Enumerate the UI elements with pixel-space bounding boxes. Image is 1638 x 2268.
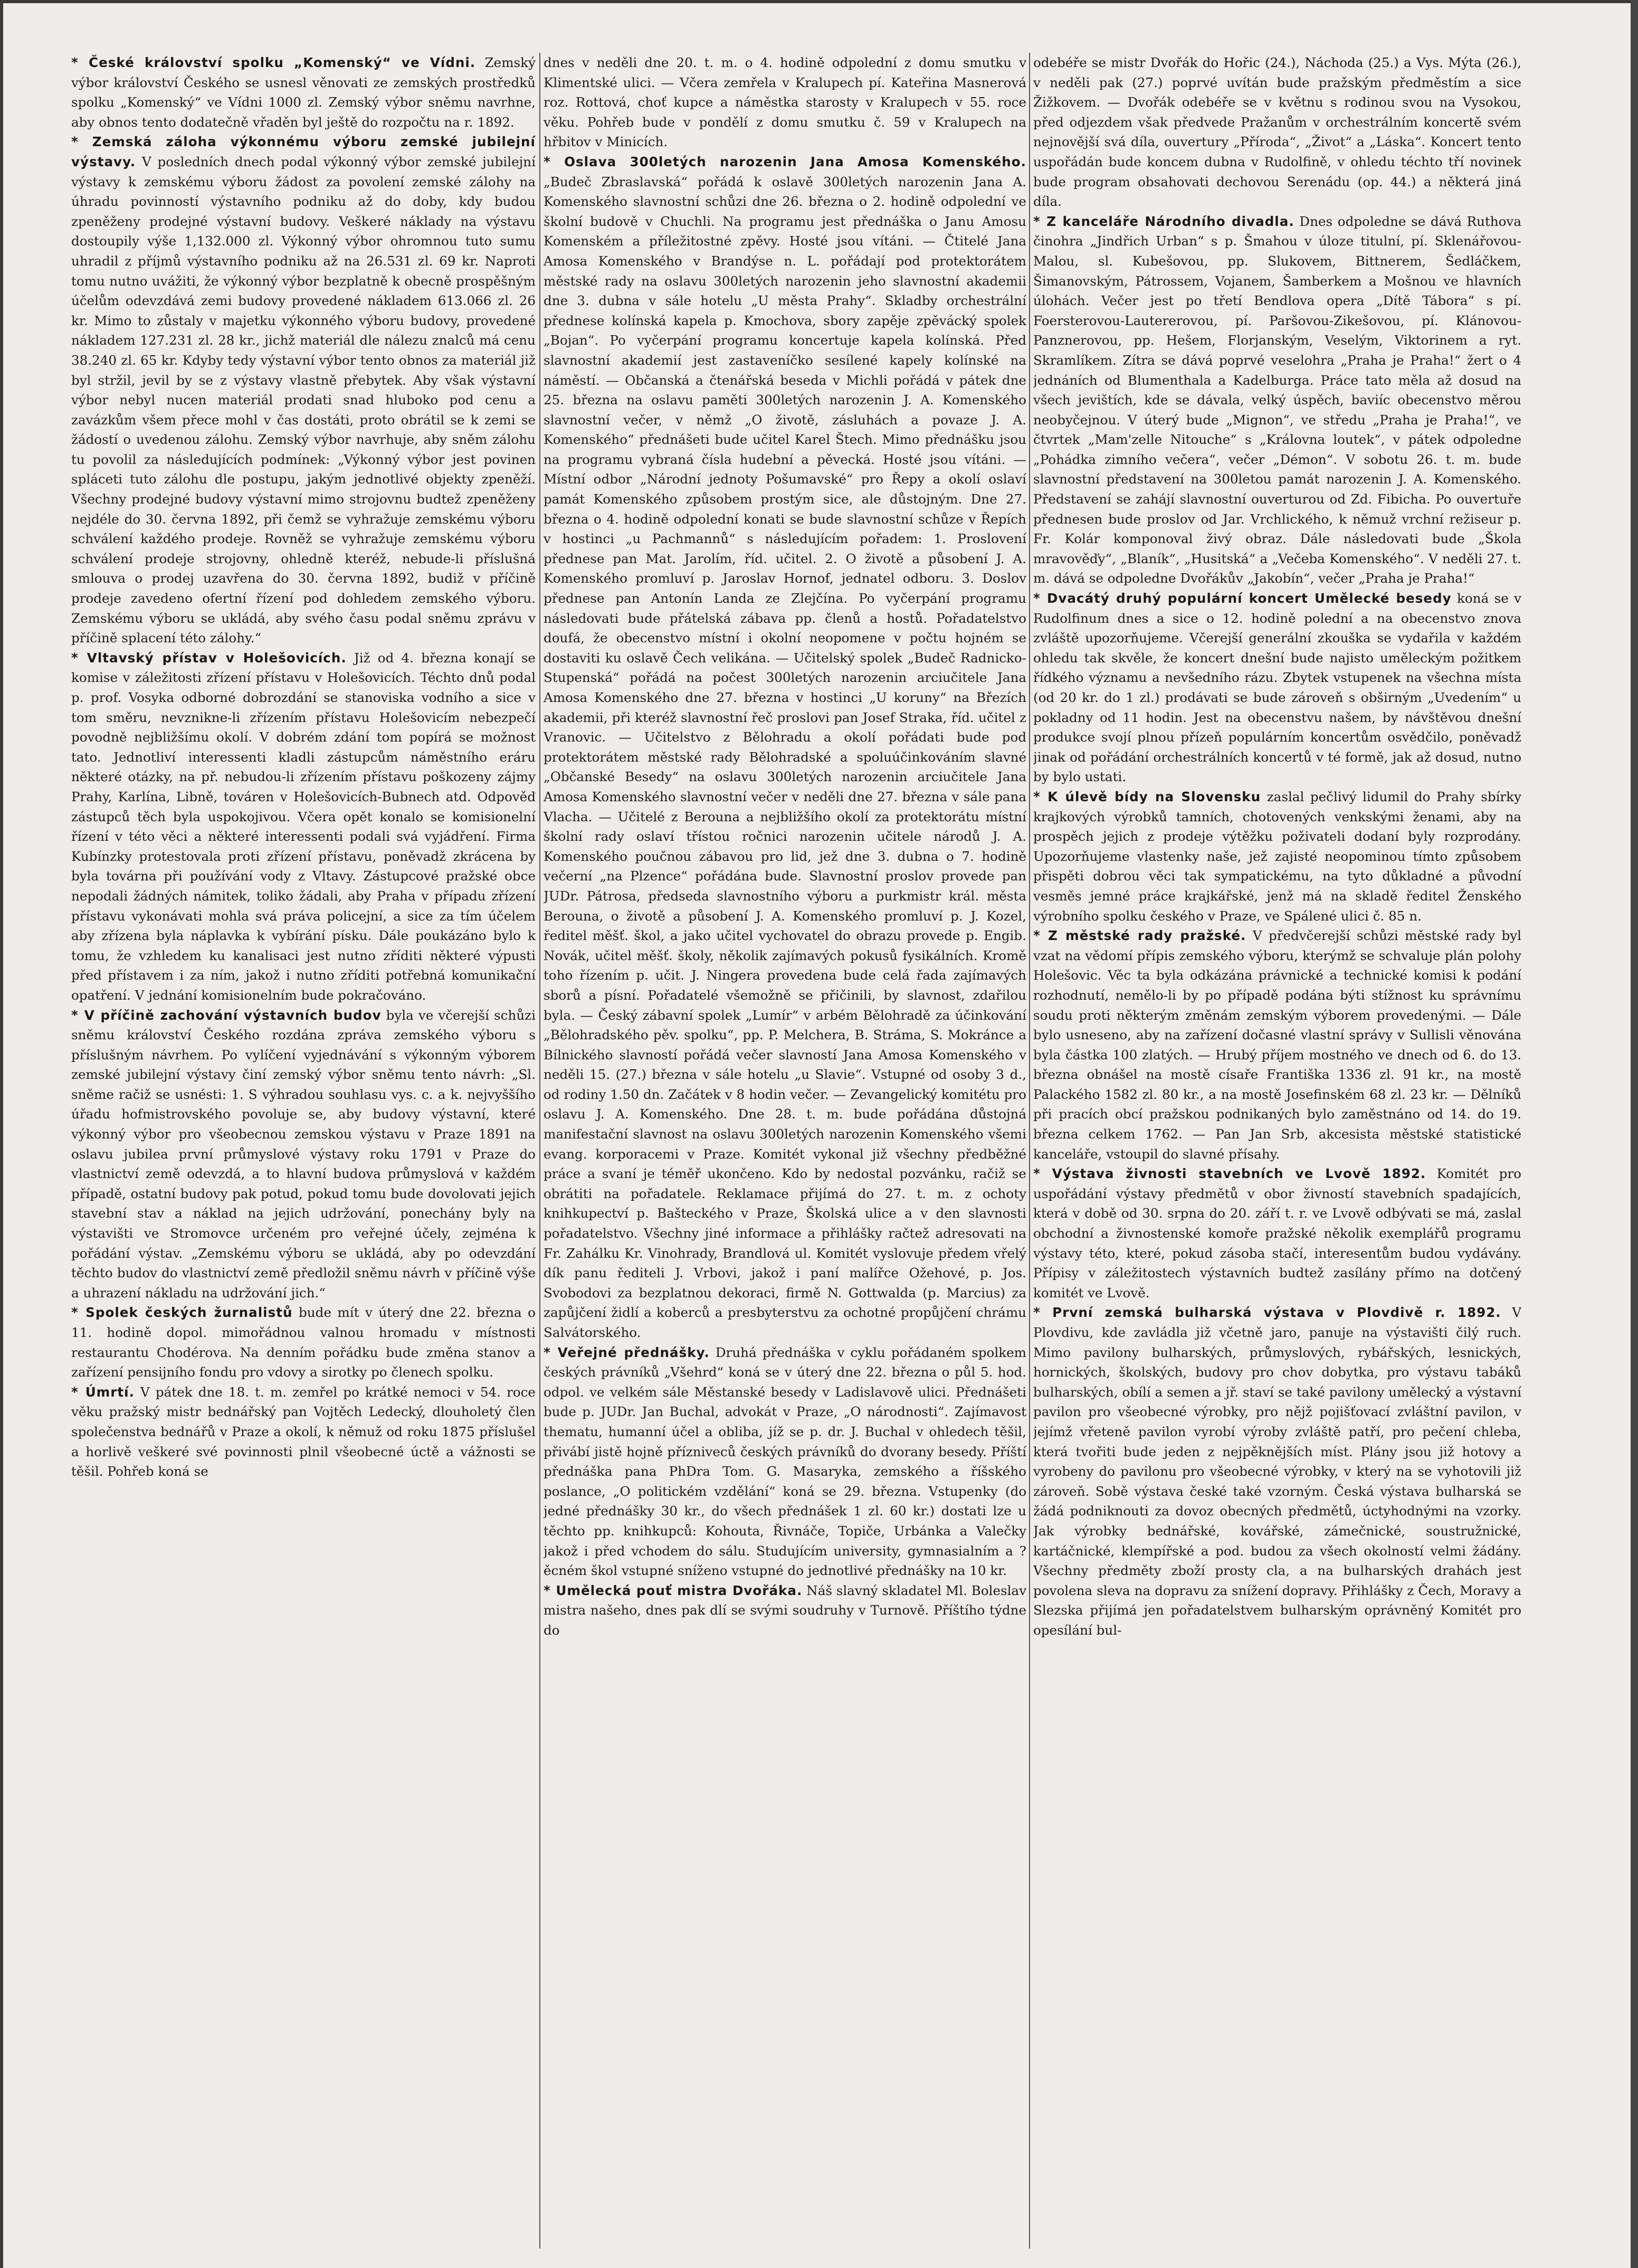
column-3 [1033,53,1521,2259]
news-item-text: odebéře se mistr Dvořák do Hořic (24.), Náchoda (25.) a Vys. Mýta (26.), v neděli pak (27.) poprvé uvítán bude pražským předměstím a sice Žižkovem. — Dvořák odebéře se v květnu s rodinou svou na Vysokou, před odjezdem však předvede Pražanům v orchestrálním koncertě svém nejnovější svá díla, ouvertury „Příroda“, „Život“ a „Láska“. Koncert tento uspořádán bude koncem dubna v Rudolfině, v ohledu téchto tří novinek bude program obsahovati dechovou Serenádu (op. 44.) a některá jiná díla. [1033,55,1521,210]
news-item-heading: * V příčině zachování výstavních budov [71,1007,382,1023]
news-item [71,53,536,132]
news-item-text: V posledních dnech podal výkonný výbor zemské jubilejní výstavy k zemskému výboru žádost za povolení zemské zálohy na úhradu povinností výstavního podniku až do doby, kdy budou zpeněženy prodejné výstavní budovy. Veškeré náklady na výstavu dostoupily výše 1,132.000 zl. Výkonný výbor ohromnou tuto sumu uhradil z příjmů výstavního podniku až na 26.531 zl. 69 kr. Naproti tomu nutno uvážiti, že výkonný výbor bezplatně k obecně prospěšným účelům odevzdává zemi budovy provedené nákladem 613.066 zl. 26 kr. Mimo to zůstaly v majetku výkonného výboru budovy, provedené nákladem 127.231 zl. 28 kr., jichž materiál dle nálezu znalců má cenu 38.240 zl. 65 kr. Kdyby tedy výstavní výbor tento obnos za materiál již byl stržil, jevil by se z výstavy vlastně přebytek. Aby však výstavní výbor nebyl nucen materiál prodati snad hluboko pod cenu a zavázkům všem přece mohl v čas dostáti, proto obrátil se k zemi se žádostí o uvedenou zálohu. Zemský výbor navrhuje, aby sněm zálohu tu povolil za následujících podmínek: „Výkonný výbor jest povinen spláceti tuto zálohu dle postupu, jakým jednotlivé objekty zpeněží. Všechny prodejné budovy výstavní mimo strojovnu budtež zpeněženy nejdéle do 30. června 1892, při čemž se vyhražuje zemskému výboru schválení každého prodeje. Rovněž se vyhražuje zemskému výboru schválení prodeje strojovny, ohledně kteréž, nebude-li příslušná smlouva o prodej uzavřena do 30. června 1892, budiž v příčině prodeje zavedeno ofertní řízení pod dohledem zemského výboru. Zemskému výboru se ukládá, aby svého času podal sněmu zprávu v příčině splacení této zálohy.“ [71,154,536,646]
news-item-text: Náš slavný skladatel Ml. Boleslav mistra našeho, dnes pak dlí se svými soudruhy v Turnově. Příštího týdne do [544,1582,1026,1638]
news-item-heading: * České království spolku „Komenský“ ve Vídni. [71,55,476,70]
news-item [1033,212,1521,589]
news-item [1033,1164,1521,1303]
news-item-text: dnes v neděli dne 20. t. m. o 4. hodině odpolední z domu smutku v Klimentské ulici. — Včera zemřela v Kralupech pí. Kateřina Masnerová roz. Rottová, choť kupce a náměstka starosty v Kralupech v 55. roce věku. Pohřeb bude v pondělí z domu smutku č. 59 v Kralupech na hřbitov v Minicích. [544,55,1026,150]
news-item-text: Druhá přednáška v cyklu pořádaném spolkem českých právníků „Všehrd“ koná se v úterý dne 22. března o půl 5. hod. odpol. ve velkém sále Městanské besedy v Ladislavově ulici. Přednášeti bude p. JUDr. Jan Buchal, advokát v Praze, „O národnosti“. Zajímavost thematu, humanní účel a obliba, jíž se p. dr. J. Buchal v ohledech těšil, přivábí jistě hojně přízniveců českých právníků do dvorany besedy. Příští přednáška pana PhDra Tom. G. Masaryka, zemského a říšského poslance, „O politickém vzdělání“ koná se 29. března. Vstupenky (do jedné přednášky 30 kr., do všech přednášek 1 zl. 60 kr.) dostati lze u těchto pp. knihkupců: Kohouta, Řivnáče, Topiče, Urbánka a Valečky jakož i před vchodem do sálu. Studujícím university, gymnasialním a ?ěcném škol vstupné sníženo vstupné do jednotlivé přednášky na 10 kr. [544,1344,1026,1579]
news-item [544,53,1026,152]
news-item-heading: * Umělecká pouť mistra Dvořáka. [544,1582,803,1598]
news-item-heading: * Z městské rady pražské. [1033,928,1246,944]
news-item-text: V pátek dne 18. t. m. zemřel po krátké nemoci v 54. roce věku pražský mistr bednářský pan Vojtěch Ledecký, dlouholetý člen společenstva bednářů v Praze a okolí, k němuž od roku 1875 příslušel a horlivě veškeré své povinnosti plnil všeobecné úctě a vážnosti se těšil. Pohřeb koná se [71,1384,536,1479]
news-item-text: bude mít v úterý dne 22. března o 11. hodině dopol. mimořádnou valnou hromadu v místnosti restaurantu Chodérova. Na denním pořádku bude změna stanov a zařízení pensijního fondu pro vdovy a sirotky po členech spolku. [71,1305,536,1380]
news-item [1033,926,1521,1164]
news-item-text: zaslal pečlivý lidumil do Prahy sbírky krajkových výrobků tamních, chotovených venkskými ženami, aby na prospěch jejich z prodeje výtěžku poživateli dodaní byly rozprodány. Upozorňujeme vlastenky naše, jež zajisté neopominou tímto způsobem přispěti dobrou věci tak sympatickému, na tyto důkladné a původní vesměs jemné práce krajkářské, jenž má na skladě ředitel Ženského výrobního spolku českého v Praze, ve Spálené ulici č. 85 n. [1033,789,1521,924]
news-item [544,1343,1026,1581]
news-item-heading: * Výstava živnosti stavebních ve Lvově 1892. [1033,1166,1426,1182]
news-item-heading: * Oslava 300letých narozenin Jana Amosa Komenského. [544,154,1026,169]
news-item [544,1581,1026,1640]
news-item-text: Zemský výbor království Českého se usnesl věnovati ze zemských prostředků spolku „Komenský“ ve Vídni 1000 zl. Zemský výbor sněmu navrhne, aby obnos tento dodatečně vřaděn byl ještě do rozpočtu na r. 1892. [71,55,536,130]
scan-edge-left [0,0,3,2268]
news-item-text: byla ve včerejší schůzi sněmu království Českého rozdána zpráva zemského výboru s příslušným návrhem. Po vylíčení vyjednávání s výkonným výborem zemské jubilejní výstavy činí zemský výbor sněmu tento návrh: „Sl. sněme račiž se usnésti: 1. S výhradou souhlasu vys. c. a k. nejvyššího úřadu hofmistrovského povoluje se, aby budovy výstavní, které výkonný výbor pro všeobecnou zemskou výstavu v Praze 1891 na oslavu jubilea první průmyslové výstavy roku 1791 v Praze do vlastnictví země odevzdá, a to hlavní budova průmyslová v každém případě, ostatní budovy pak potud, pokud tomu bude dovolovati jejich stavební stav a náklad na jejich udržování, ponechány byly na výstavišti ve Stromovce určeném pro veřejné účely, zejména k pořádání výstav. „Zemskému výboru se ukládá, aby po odevzdání těchto budov do vlastnictví země předložil sněmu návrh v příčině výše a uhrazení nákladu na udržování jich.“ [71,1007,536,1301]
column-2 [544,53,1026,2259]
news-item-heading: * Vltavský přístav v Holešovicích. [71,650,347,666]
news-item-text: Komitét pro uspořádání výstavy předmětů v obor živností stavebních spadajících, která v době od 30. srpna do 20. září t. r. ve Lvově odbývati se má, zaslal obchodní a živnostenské komoře pražské několik exemplářů programu výstavy této, které, pokud zásoba stačí, interesentům budou vydávány. Přípisy v záležitostech výstavních budtež zasílány přímo na dotčený komitét ve Lvově. [1033,1166,1521,1301]
news-item-heading: * První zemská bulharská výstava v Plovdivě r. 1892. [1033,1305,1501,1321]
news-item-text: „Budeč Zbraslavská“ pořádá k oslavě 300letých narozenin Jana A. Komenského slavnostní schůzi dne 26. března o 2. hodině odpolední ve školní budově v Chuchli. Na programu jest přednáška o Janu Amosu Komenském a příležitostné zpěvy. Hosté jsou vítáni. — Čtitelé Jana Amosa Komenského v Brandýse n. L. pořádají pod protektorátem městské rady na oslavu 300letých narozenin jeho slavnostní akademii dne 3. dubna v sále hotelu „U města Prahy“. Skladby orchestrální přednese kolínská kapela p. Kmochova, sbory zapěje zpěvácký spolek „Bojan“. Po vyčerpání programu koncertuje kapela kolínská. Před slavnostní akademií jest zastaveníčko sesílené kapely kolínské na náměstí. — Občanská a čtenářská beseda v Michli pořádá v pátek dne 25. března na oslavu paměti 300letých narozenin J. A. Komenského slavnostní večer, v němž „O životě, zásluhách a povaze J. A. Komenského“ přednášeti bude učitel Karel Štech. Mimo přednášku jsou na programu vybraná čísla hudební a pěvecká. Hosté jsou vítáni. — Místní odbor „Národní jednoty Pošumavské“ pro Řepy a okolí oslaví památ Komenského způsobem prostým sice, ale důstojným. Dne 27. března o 4. hodině odpolední konati se bude slavnostní schůze v Řepích v hostinci „u Pachmannů“ s následujícím pořadem: 1. Proslovení přednese pan Mat. Jarolím, říd. učitel. 2. O životě a působení J. A. Komenského promluví p. Jaroslav Hornof, jednatel odboru. 3. Doslov přednese pan Antonín Landa ze Zlejčína. Po vyčerpání programu následovati bude přátelská zábava pp. členů a hostů. Pořadatelstvo doufá, že obecenstvo místní i okolní neopomene v počtu hojném se dostaviti ku oslavě Čech velikána. — Učitelský spolek „Budeč Radnicko-Stupenská“ pořádá na počest 300letých narozenin arciučitele Jana Amosa Komenského dne 27. března v hostinci „U koruny“ na Březích akademii, při kteréž slavnostní řeč proslovi pan Josef Straka, říd. učitel z Vranovic. — Učitelstvo z Bělohradu a okolí pořádati bude pod protektorátem městské rady Bělohradské a spoluúčinkováním slavné „Občanské Besedy“ na oslavu 300letých narozenin arciučitele Jana Amosa Komenského slavnostní večer v neděli dne 27. března v sále pana Vlacha. — Učitelé z Berouna a nejbližšího okolí za protektorátu místní školní rady oslaví třístou ročnici narozenin učitele národů J. A. Komenského poučnou zábavou pro lid, jež dne 3. dubna o 7. hodině večerní „na Plzence“ pořádána bude. Slavnostní proslov provede pan JUDr. Pátrosa, předseda slavnostního výboru a purkmistr král. města Berouna, o životě a působení J. A. Komenského promluví p. J. Kozel, ředitel měšť. škol, a jako učitel vychovatel do obrazu provede p. Engib. Novák, učitel měšť. školy, několik zajímavých pokusů fysikálních. Kromě toho řízením p. učit. J. Ningera provedena bude celá řada zajímavých sborů a písní. Pořadatelé všemožně se přičinili, by slavnost, zdařilou byla. — Český zábavní spolek „Lumír“ v arbém Bělohradě za účinkování „Bělohradského pěv. spolku“, pp. P. Melchera, B. Stráma, S. Mokránce a Bílnického slavností pořádá večer slavností Jana Amosa Komenského v neděli 15. (27.) března v sále hotelu „u Slavie“. Vstupné od osoby 3 d., od rodiny 1.50 dn. Začátek v 8 hodin večer. — Zevangelický komitétu pro oslavu J. A. Komenského. Dne 28. t. m. bude pořádána důstojná manifestační slavnost na oslavu 300letých narozenin Komenského všemi evang. korporacemi v Praze. Komitét vykonal již všechny předběžné práce a svaní je téměř ukončeno. Kdo by nedostal pozvánku, račiž se obrátiti na pořadatele. Reklamace přijímá do 27. t. m. z ochoty knihkupectví p. Bašteckého v Praze, Školská ulice a v den slavnosti pořadatelstvo. Všechny jiné informace a přihlášky račtež adresovati na Fr. Zahálku Kr. Vinohrady, Brandlová ul. Komitét vyslovuje předem vřelý dík panu řediteli J. Vrbovi, jakož i paní malířce Ožehové, p. Jos. Svobodovi za bezplatnou dekoraci, firmě N. Gottwalda (p. Marcius) za zapůjčení židlí a koberců a presbyterstvu za ochotné propůjčení chrámu Salvátorského. [544,174,1026,1340]
news-item-heading: * Úmrtí. [71,1384,135,1400]
news-item [71,648,536,1005]
news-item [71,1005,536,1303]
news-item [1033,787,1521,926]
news-item-heading: * Z kanceláře Národního divadla. [1033,213,1294,229]
news-item [544,152,1026,1343]
column-rule [1029,53,1030,2248]
news-item [1033,589,1521,787]
news-item-heading: * Spolek českých žurnalistů [71,1305,293,1321]
column-1 [71,53,536,2259]
news-item [71,1303,536,1382]
news-item-text: V předvčerejší schůzi městské rady byl vzat na vědomí přípis zemského výboru, kterýmž se schvaluje plán polohy Holešovic. Věc ta byla odkázána právnické a technické komisi k podání rozhodnutí, nemělo-li by po případě podána býti stížnost ku správnímu soudu proti některým změnám zemským výborem provedenými. — Dále bylo usneseno, aby na zařízení dočasné vlastní správy v Sullisli věnována byla částka 100 zlatých. — Hrubý příjem mostného ve dnech od 6. do 13. března obnášel na mostě císaře Františka 1336 zl. 91 kr., na mostě Palackého 1582 zl. 80 kr., a na mostě Josefinském 68 zl. 23 kr. — Dělníků při pracích obcí pražskou podnikaných bylo zaměstnáno od 14. do 19. března celkem 1762. — Pan Jan Srb, akcesista městské statistické kanceláře, vstoupil do slavné přísahy. [1033,928,1521,1162]
news-item-text: koná se v Rudolfinum dnes a sice o 12. hodině polední a na obecenstvo znova zvláště upozorňujeme. Včerejší generální zkouška se vydařila v každém ohledu tak skvěle, že koncert dnešní bude najisto uměleckým požitkem řídkého významu a nevšedního rázu. Zbytek vstupenek na všechna místa (od 20 kr. do 1 zl.) prodávati se bude zároveň s obširným „Uvedením“ u pokladny od 11 hodin. Jest na obecenstvu našem, by návštěvou dnešní produkce svojí plnou přízeň populárním koncertům osvědčilo, poněvadž jinak od pořádání orchestrálních koncertů v té formě, jak až dosud, nutno by bylo ustati. [1033,591,1521,785]
news-item-text: Dnes odpoledne se dává Ruthova činohra „Jindřich Urban“ s p. Šmahou v úloze titulní, pí. Sklenářovou-Malou, sl. Kubešovou, pp. Slukovem, Bittnerem, Šedláčkem, Šimanovským, Pátrossem, Vojanem, Šamberkem a Mošnou ve hlavních úlohách. Večer jest po třetí Bendlova opera „Dítě Tábora“ s pí. Foersterovou-Lautererovou, pí. Paršovou-Zikešovou, pí. Klánovou-Panznerovou, pp. Hešem, Florjanským, Veselým, Viktorinem a ryt. Skramlíkem. Zítra se dává poprvé veselohra „Praha je Praha!“ žert o 4 jednáních od Blumenthala a Kadelburga. Práce tato měla až dosud na všech jevištích, kde se dávala, velký úspěch, baviíc obecenstvo měrou neobyčejnou. V úterý bude „Mignon“, ve středu „Praha je Praha!“, ve čtvrtek „Mam'zelle Nitouche“ s „Královna loutek“, v pátek odpoledne „Pohádka zimního večera“, večer „Démon“. V sobotu 26. t. m. bude slavnostní představení na 300letou památ narozenin J. A. Komenského. Představení se zahájí slavnostní ouverturou od Zd. Fibicha. Po ouvertuře přednesen bude proslov od Jar. Vrchlického, k němuž vrchní režiseur p. Fr. Kolár komponoval živý obraz. Dále následovati bude „Škola mravověďy“, „Blaník“, „Husitská“ a „Večeba Komenského“. V neděli 27. t. m. dává se odpoledne Dvořákův „Jakobín“, večer „Praha je Praha!“ [1033,213,1521,586]
news-item-text: Již od 4. března konají se komise v záležitosti zřízení přístavu v Holešovicích. Téchto dnů podal p. prof. Vosyka odborné dobrozdání se stanoviska vodního a sice v tom směru, nevznikne-li zřízením přístavu Holešovicím nebezpečí povodně nejbližšímu okolí. V dobrém zdání tom popírá se možnost tato. Jednotliví interessenti kladli zástupcům náměstního eráru některé otázky, na př. nebudou-li zřízením přístavu poškozeny zájmy Prahy, Karlína, Libně, továren v Holešovicích-Bubnech atd. Odpověď zástupců těch byla uspokojivou. Včera opět konalo se komisionelní řízení v této věci a některé interessenti podali svá vyjádření. Firma Kubínzky protestovala proti zřízení přístavu, poněvadž zkrácena by byla továrna při používání vody z Vltavy. Zástupcové pražské obce nepodali žádných námitek, toliko žádali, aby Praha v případu zřízení přístavu vykonávati mohla svá práva policejní, a sice za tím účelem aby zřízena byla náplavka k vybírání písku. Dále poukázáno bylo k tomu, že vzhledem ku kanalisaci jest nutno zříditi některé výpusti před přístavem i za ním, jakož i nutno zříditi potřebná komunikační opatření. V jednání komisionelním bude pokračováno. [71,650,536,1003]
news-item [1033,53,1521,212]
scan-edge-top [0,0,1638,3]
news-item-text: V Plovdivu, kde zavládla již včetně jaro, panuje na výstavišti čilý ruch. Mimo pavilony bulharských, průmyslových, rybářských, lesnických, hornických, školských, budovy pro chov dobytka, pro výstavu tabáků bulharských, obílí a semen a jř. staví se také pavilony umělecký a výstavní pavilon pro všeobecné výrobky, pro nějž pojišťovací zvláštní pavilon, v jejímž vřeteně pavilon vyrobí výroby zvláště patří, pro pečení chleba, která tvořiti bude jeden z nejpěknějších míst. Plány jsou již hotovy a vyrobeny do pavilonu pro všeobecné výrobky, v který na se vyhotovili již zároveň. Sobě výstava české také vzorným. Česká výstava bulharská se žádá podniknouti za dovoz obecných předmětů, úctyhodnými na vzorky. Jak výrobky bednářské, kovářské, zámečnické, soustružnické, kartáčnické, klempířské a pod. budou za všech okolností velmi žádány. Všechny předměty zboží prosty cla, a na bulharských drahách jest povolena sleva na dopravu za snížení dopravy. Přihlášky z Čech, Moravy a Slezska přijímá jen pořadatelstvem bulharským oprávněný Komitét pro opesílání bul- [1033,1305,1521,1638]
scan-edge-right [1631,0,1638,2268]
news-item-heading: * Dvacátý druhý populární koncert Umělecké besedy [1033,591,1452,606]
news-item [1033,1303,1521,1640]
news-item-heading: * Veřejné přednášky. [544,1344,710,1360]
news-item-heading: * K úlevě bídy na Slovensku [1033,789,1261,804]
column-rule [539,53,540,2248]
news-item-heading: * Zemská záloha výkonnému výboru zemské jubilejní výstavy. [71,134,536,169]
news-item [71,132,536,648]
news-item [71,1382,536,1482]
